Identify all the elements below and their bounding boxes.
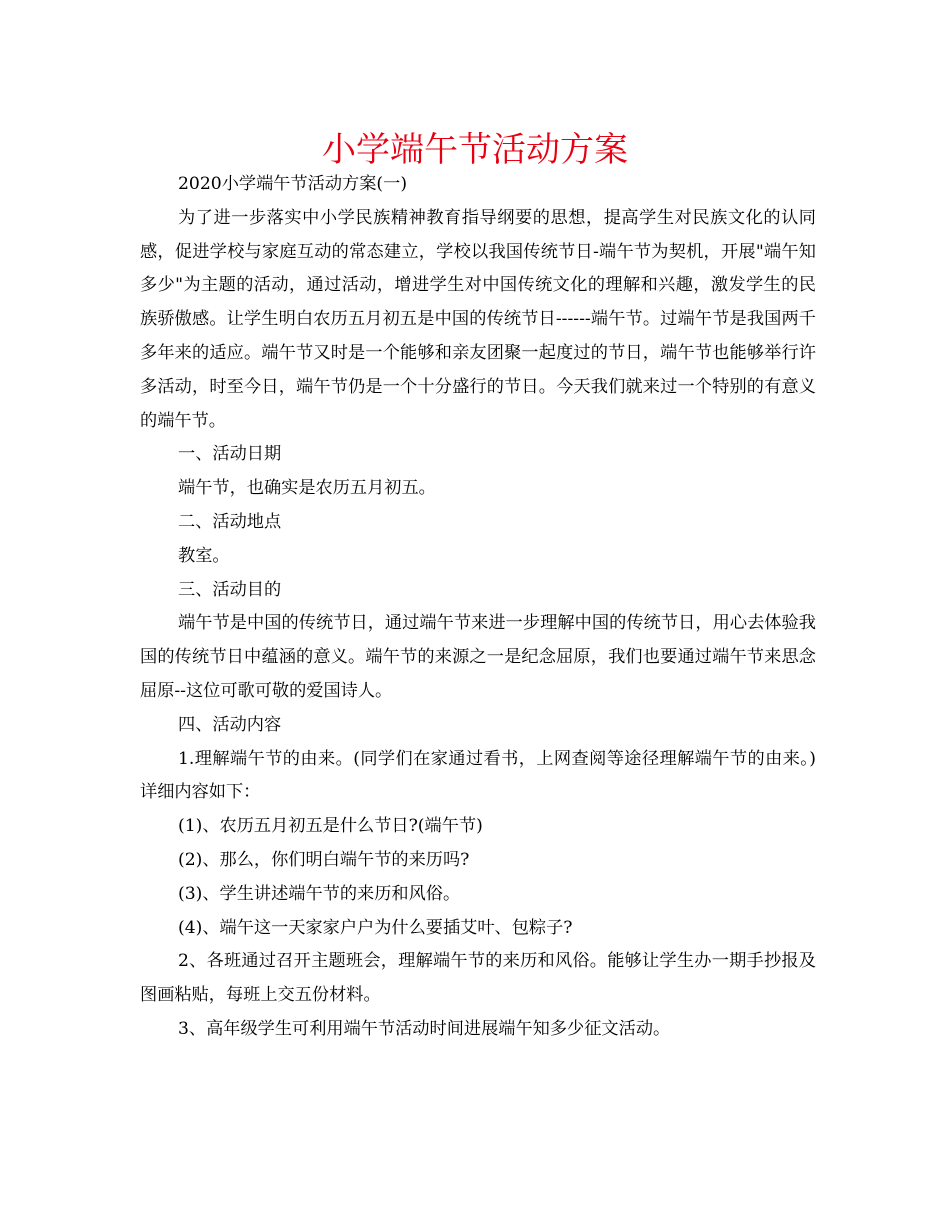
date-paragraph: 端午节，也确实是农历五月初五。 <box>178 478 436 499</box>
section-heading-location: 二、活动地点 <box>178 511 282 532</box>
content-item-3: 3、高年级学生可利用端午节活动时间进展端午知多少征文活动。 <box>178 1018 671 1039</box>
content-subitem-1: (1)、农历五月初五是什么节日?(端午节) <box>178 816 483 837</box>
section-heading-purpose: 三、活动目的 <box>178 579 282 600</box>
intro-paragraph: 为了进一步落实中小学民族精神教育指导纲要的思想，提高学生对民族文化的认同感，促进学校与家庭互动的常态建立，学校以我国传统节日-端午节为契机，开展"端午知多少"为主题的活动，通过活动，增进学生对中国传统文化的理解和兴趣，激发学生的民族骄傲感。让学生明白农历五月初五是中国的传统节日------端午节。过端午节是我国两千多年来的适应。端午节又时是一个能够和亲友团聚一起度过的节日，端午节也能够举行许多活动，时至今日，端午节仍是一个十分盛行的节日。今天我们就来过一个特别的有意义的端午节。 <box>140 207 816 431</box>
content-item-1: 1.理解端午节的由来。(同学们在家通过看书，上网查阅等途径理解端午节的由来。)详细内容如下： <box>140 748 816 803</box>
content-item-2: 2、各班通过召开主题班会，理解端午节的来历和风俗。能够让学生办一期手抄报及图画粘贴，每班上交五份材料。 <box>140 951 816 1006</box>
section-heading-date: 一、活动日期 <box>178 444 282 465</box>
location-paragraph: 教室。 <box>178 545 230 566</box>
content-subitem-2: (2)、那么，你们明白端午节的来历吗? <box>178 849 470 870</box>
subtitle-paragraph: 2020小学端午节活动方案(一) <box>178 174 408 194</box>
document-body <box>140 168 816 1047</box>
section-heading-content: 四、活动内容 <box>178 714 282 735</box>
purpose-paragraph: 端午节是中国的传统节日，通过端午节来进一步理解中国的传统节日，用心去体验我国的传统节日中蕴涵的意义。端午节的来源之一是纪念屈原，我们也要通过端午节来思念屈原--这位可歌可敬的爱国诗人。 <box>140 613 816 701</box>
content-subitem-4: (4)、端午这一天家家户户为什么要插艾叶、包粽子? <box>178 917 573 938</box>
content-subitem-3: (3)、学生讲述端午节的来历和风俗。 <box>178 883 461 904</box>
document-title: 小学端午节活动方案 <box>322 130 628 170</box>
